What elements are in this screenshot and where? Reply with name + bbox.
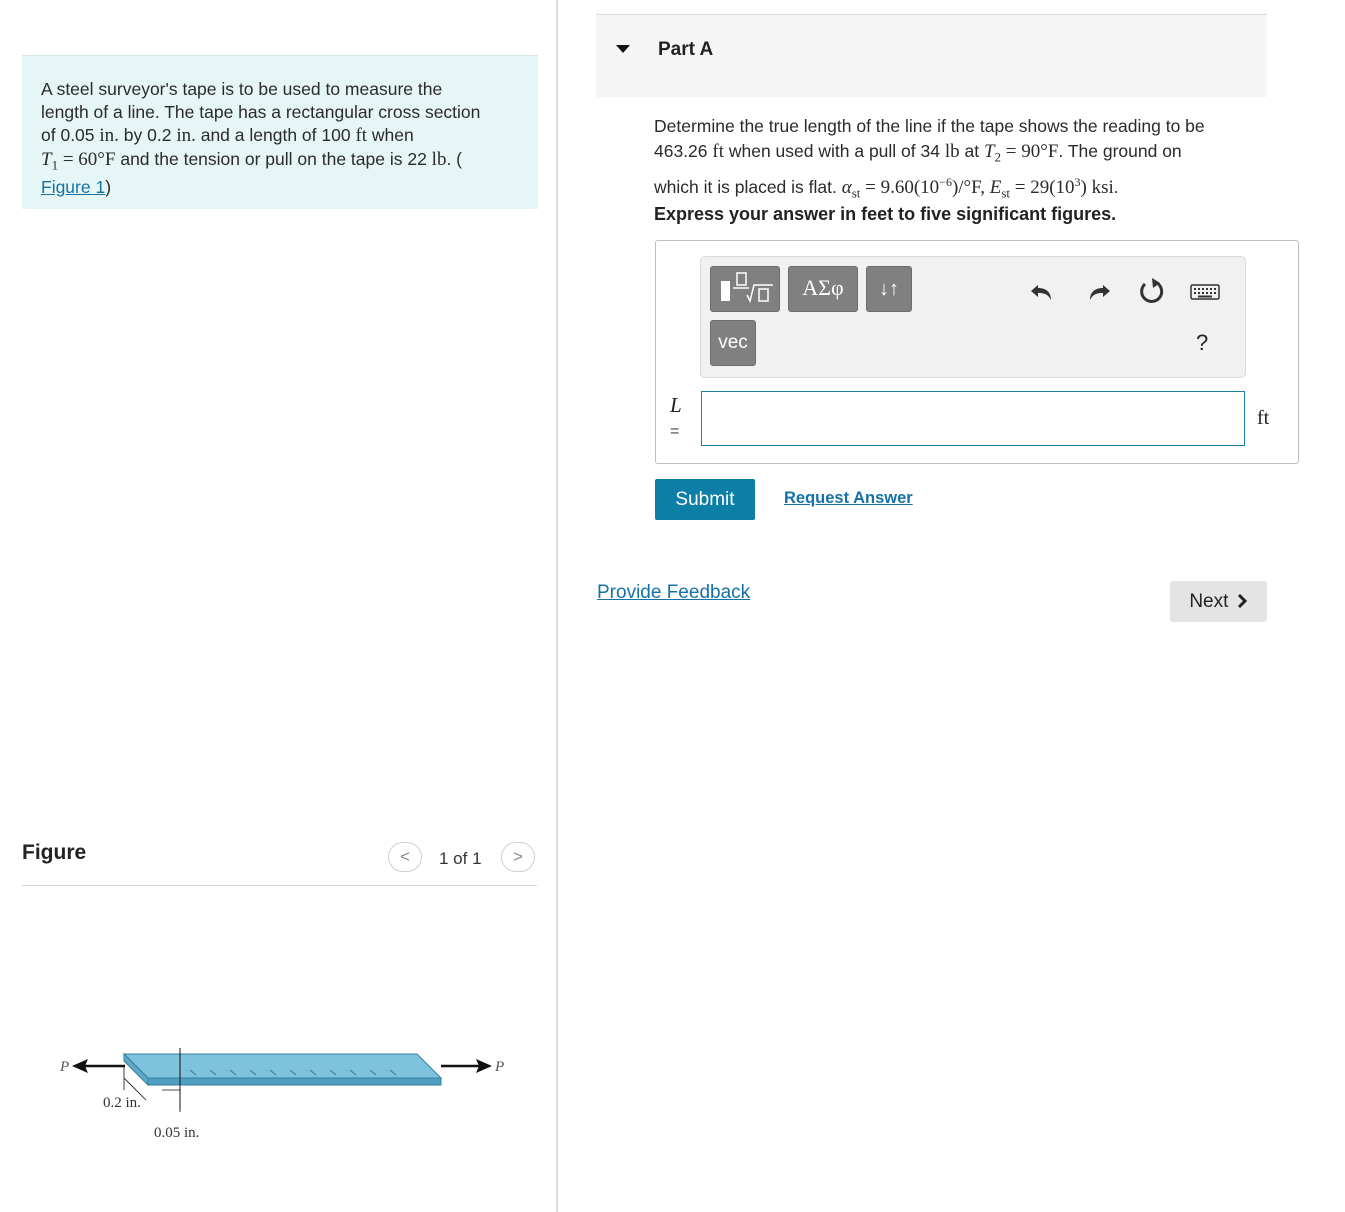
chevron-right-icon bbox=[1236, 593, 1248, 609]
problem-line-4: $T_1 = 60^\circ F$ and the tension or pull on the tape is 22 lb. ( bbox=[41, 148, 463, 173]
sort-arrows-icon: ↓↑ bbox=[879, 278, 899, 300]
redo-icon[interactable] bbox=[1083, 276, 1113, 306]
figure-next-button[interactable] bbox=[501, 842, 535, 872]
keyboard-icon[interactable] bbox=[1189, 277, 1221, 307]
label-width: 0.2 in. bbox=[103, 1095, 141, 1111]
fraction-sqrt-icon bbox=[711, 267, 779, 311]
problem-line-1: A steel surveyor's tape is to be used to measure the bbox=[41, 79, 443, 99]
figure-pager-count: 1 of 1 bbox=[439, 849, 482, 868]
submit-button[interactable]: Submit bbox=[655, 479, 755, 520]
undo-icon[interactable] bbox=[1028, 276, 1058, 306]
request-answer-link[interactable]: Request Answer bbox=[784, 489, 913, 507]
figure-link[interactable]: Figure 1 bbox=[41, 177, 106, 198]
label-P-right: P bbox=[495, 1059, 505, 1075]
tape-top-face bbox=[124, 1054, 441, 1078]
next-label: Next bbox=[1189, 591, 1229, 612]
tape-figure bbox=[50, 1040, 520, 1150]
column-divider bbox=[556, 0, 558, 1212]
problem-statement bbox=[22, 55, 538, 209]
collapse-caret-icon[interactable] bbox=[616, 45, 630, 53]
answer-equals: = bbox=[670, 423, 680, 440]
help-button[interactable]: ? bbox=[1196, 330, 1209, 355]
question-line-2: 463.26 ft when used with a pull of 34 lb at $T_2 = 90^\circ F$. The ground on bbox=[654, 140, 1182, 164]
part-title: Part A bbox=[658, 39, 714, 60]
templates-button[interactable] bbox=[710, 266, 780, 312]
part-header[interactable] bbox=[596, 14, 1267, 97]
problem-line-3: of 0.05 in. by 0.2 in. and a length of 100 ft when bbox=[41, 125, 414, 147]
reset-icon[interactable] bbox=[1136, 276, 1166, 306]
arrows-button[interactable] bbox=[866, 266, 912, 312]
problem-line-5: Figure 1) bbox=[41, 177, 112, 198]
question-line-3: which it is placed is flat. $\alpha_{st} = 9.60(10^{-6})/^\circ F$, $E_{st} = 29(10^3)$ ksi. bbox=[654, 174, 1119, 200]
math-toolbar bbox=[700, 256, 1246, 378]
answer-instruction: Express your answer in feet to five significant figures. bbox=[654, 204, 1117, 224]
figure-prev-button[interactable] bbox=[388, 842, 422, 872]
question-line-1: Determine the true length of the line if the tape shows the reading to be bbox=[654, 116, 1205, 136]
answer-input[interactable] bbox=[701, 391, 1245, 446]
provide-feedback-link[interactable]: Provide Feedback bbox=[597, 582, 751, 603]
chevron-left-icon: < bbox=[400, 847, 410, 866]
tape-front-edge bbox=[148, 1078, 441, 1085]
figure-divider bbox=[22, 885, 537, 886]
next-button[interactable] bbox=[1170, 581, 1267, 622]
chevron-right-icon: > bbox=[513, 847, 523, 866]
problem-line-2: length of a line. The tape has a rectangular cross section bbox=[41, 102, 481, 123]
answer-variable: L bbox=[670, 393, 682, 417]
greek-symbols-button[interactable]: ΑΣφ bbox=[788, 266, 858, 312]
answer-unit: ft bbox=[1257, 407, 1270, 429]
label-P-left: P bbox=[60, 1059, 70, 1075]
vec-button[interactable]: vec bbox=[710, 320, 756, 366]
label-thickness: 0.05 in. bbox=[154, 1125, 200, 1141]
figure-heading: Figure bbox=[22, 841, 87, 864]
question-text bbox=[654, 114, 1274, 205]
